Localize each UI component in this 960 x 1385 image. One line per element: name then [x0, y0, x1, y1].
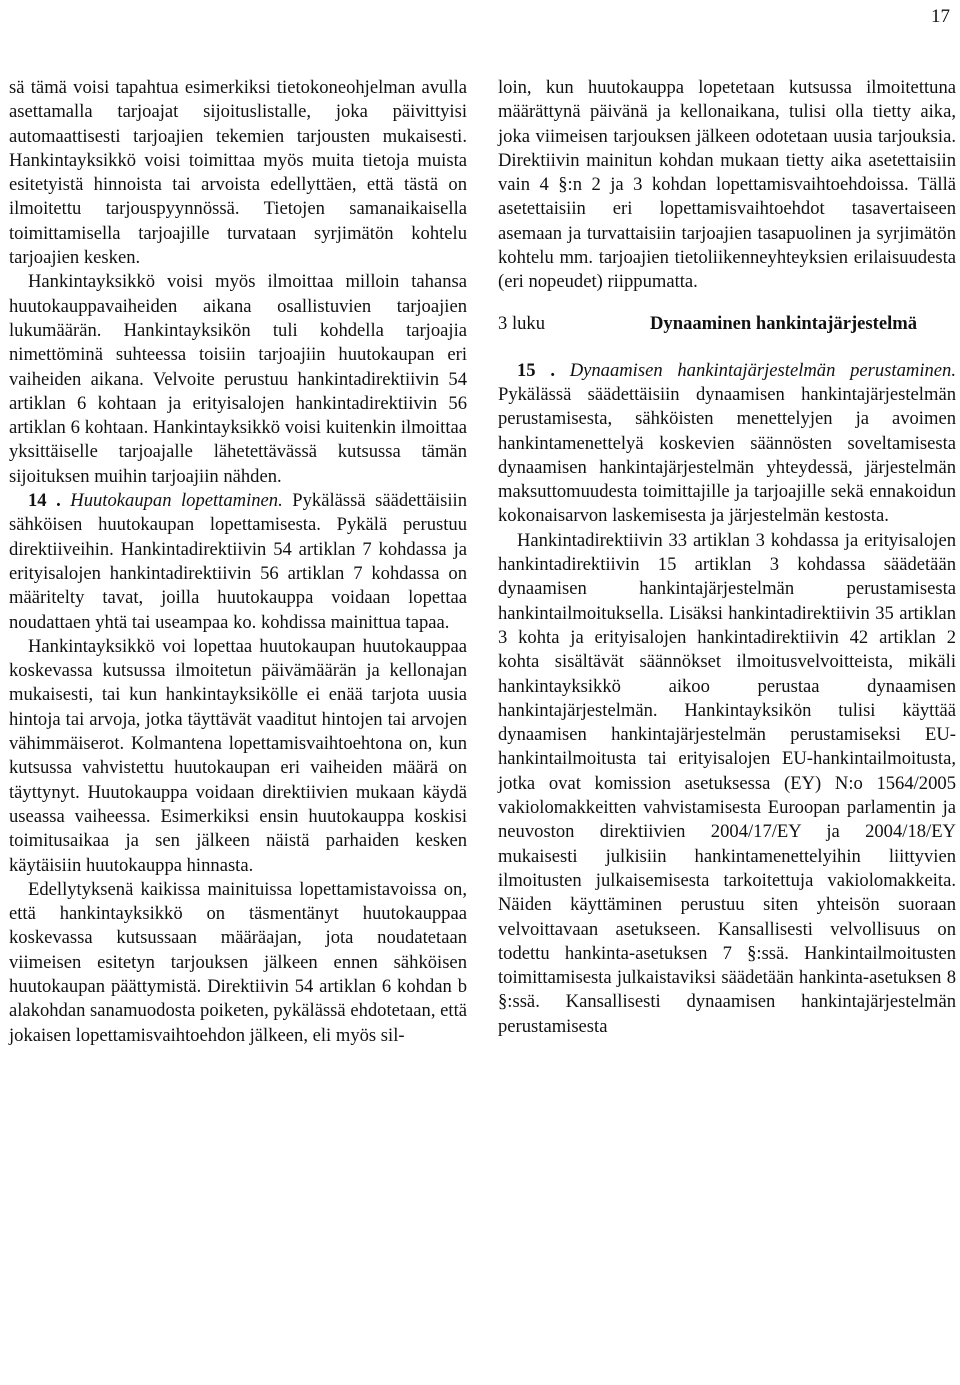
- section-14: [9, 489, 467, 635]
- right-column: [498, 76, 956, 1039]
- page-number: 17: [931, 6, 950, 27]
- section-number: 15: [517, 359, 536, 381]
- paragraph: sä tämä voisi tapahtua esimerkiksi tietokoneohjelman avulla asettamalla tarjoajat sijoituslistalle, joka päivittyisi automaattisesti tarjoajien tekemien tarjousten mukaisesti. Hankintayksikkö voisi toimittaa myös muita tietoja muista esitetyistä hinnoista tai arvoista edellyttäen, että tästä on ilmoitettu tarjouspyynnössä. Tietojen samanaikaisella toimittamisella tarjoajille turvataan syrjimätön kohtelu tarjoajien kesken.: [9, 77, 467, 269]
- paragraph: Hankintayksikkö voi lopettaa huutokaupan huutokauppaa koskevassa kutsussa ilmoitetun päivämäärän ja kellonajan mukaisesti, tai kun hankintayksikölle ei enää tarjota uusia hintoja tai arvoja, jotka täyttävät vaaditut hintojen tai arvojen vähimmäiserot. Kolmantena lopettamisvaihtoehtona on, kun kutsussa vahvistettu huutokaupan eri vaiheiden määrä on täyttynyt. Huutokauppa voidaan direktiivien mukaan käydä useassa vaiheessa. Esimerkiksi ensin huutokauppa koskisi toimitusaikaa ja sen jälkeen näistä parhaiden kesken käytäisiin huutokauppa hinnasta.: [9, 635, 467, 876]
- paragraph: Hankintadirektiivin 33 artiklan 3 kohdassa ja erityisalojen hankintadirektiivin 15 artiklan 3 kohdassa säädetään dynaamisen hankintajärjestelmän perustamisesta hankintailmoituksella. Lisäksi hankintadirektiivin 35 artiklan 3 kohta ja erityisalojen hankintadirektiivin 42 artiklan 2 kohta sisältävät säännökset ilmoitusvelvoitteista, mikäli hankintayksikkö aikoo perustaa dynaamisen hankintajärjestelmän. Hankintayksikön tulisi käyttää dynaamisen hankintajärjestelmän perustamiseksi EU-hankintailmoitusta tai erityisalojen EU-hankintailmoitusta, jotka ovat komission asetuksessa (EY) N:o 1564/2005 vakiolomakkeitten vahvistamisesta Euroopan parlamentin ja neuvoston direktiivien 2004/17/EY ja 2004/18/EY mukaisesti julkisiin hankintamenettelyihin liittyvien ilmoitusten julkaisemisesta tarkoitettuja vakiolomakkeita. Näiden käyttäminen perustuu siten yhteisön suoraan velvoittavaan asetukseen. Kansallisesti velvollisuus on todettu hankinta-asetuksen 7 §:ssä. Hankintailmoitusten toimittamisesta julkaistaviksi säädetään hankinta-asetuksen 8 §:ssä. Kansallisesti dynaamisen hankintajärjestelmän perustamisesta: [498, 529, 956, 1037]
- section-text: Pykälässä säädettäisiin sähköisen huutokaupan lopettamisesta. Pykälä perustuu direktiiveihin. Hankintadirektiivin 54 artiklan 7 kohdassa ja erityisalojen hankintadirektiivin 56 artiklan 7 kohdassa on määritelty tavat, joilla huutokauppa voidaan lopettaa noudattaen yhtä tai useampaa ko. kohdissa mainittua tapaa.: [9, 490, 468, 633]
- paragraph: loin, kun huutokauppa lopetetaan kutsussa ilmoitettuna määrättynä päivänä ja kellonaikana, tulisi olla tietty aika, joka viimeisen tarjouksen jälkeen odotetaan uusia tarjouksia. Direktiivin mainitun kohdan mukaan tietty aika asetettaisiin vain 4 §:n 2 ja 3 kohdan lopettamisvaihtoehdoissa. Tällä asetettaisiin eri lopettamisvaihtoehdot tasavertaiseen asemaan ja turvattaisiin tarjoajien tasapuolinen ja syrjimätön kohtelu mm. tarjoajien tietoliikenneyhteyksien erilaisuudesta (eri nopeudet) riippumatta.: [498, 77, 956, 293]
- section-15: [498, 359, 956, 529]
- section-text: Pykälässä säädettäisiin dynaamisen hankintajärjestelmän perustamisesta, sähköisten menettelyjen ja avoimen hankintamenettelyä koskevien säännösten soveltamisesta dynaamisen hankintajärjestelmän yhteydessä, järjestelmän maksuttomuudesta toimittajille ja tarjoajille sekä ennakoidun kokonaisarvon laskemisesta ja järjestelmän kestosta.: [498, 383, 956, 527]
- paragraph: Hankintayksikkö voisi myös ilmoittaa milloin tahansa huutokauppavaiheiden aikana osallistuvien tarjoajien lukumäärän. Hankintayksikön tuli kohdella tarjoajia nimettöminä suhteessa toisiin tarjoajiin huutokaupan eri vaiheiden aikana. Velvoite perustuu hankintadirektiivin 54 artiklan 6 kohtaan ja erityisalojen hankintadirektiivin 56 artiklan 6 kohtaan. Hankintayksikkö voisi kuitenkin ilmoittaa yksittäiselle tarjoajalle lähetettävässä kutsussa tämän sijoituksen muihin tarjoajiin nähden.: [9, 271, 467, 487]
- section-sign: .: [550, 359, 555, 381]
- section-title: Huutokaupan lopettaminen.: [70, 490, 283, 512]
- chapter-title: Dynaaminen hankintajärjestelmä: [650, 312, 918, 334]
- chapter-number: 3 luku: [498, 312, 546, 334]
- chapter-heading: [498, 312, 956, 336]
- section-title: Dynaamisen hankintajärjestelmän perustaminen.: [569, 359, 956, 381]
- left-column: [9, 76, 467, 1048]
- section-sign: .: [56, 490, 61, 512]
- paragraph: Edellytyksenä kaikissa mainituissa lopettamistavoissa on, että hankintayksikkö on täsmentänyt huutokauppaa koskevassa kutsussaan määräajan, jota noudatetaan viimeisen esitetyn tarjouksen jälkeen ennen sähköisen huutokaupan päättymistä. Direktiivin 54 artiklan 6 kohdan b alakohdan sanamuodosta poiketen, pykälässä ehdotetaan, että jokaisen lopettamisvaihtoehdon jälkeen, eli myös sil-: [9, 878, 467, 1046]
- section-number: 14: [28, 490, 47, 512]
